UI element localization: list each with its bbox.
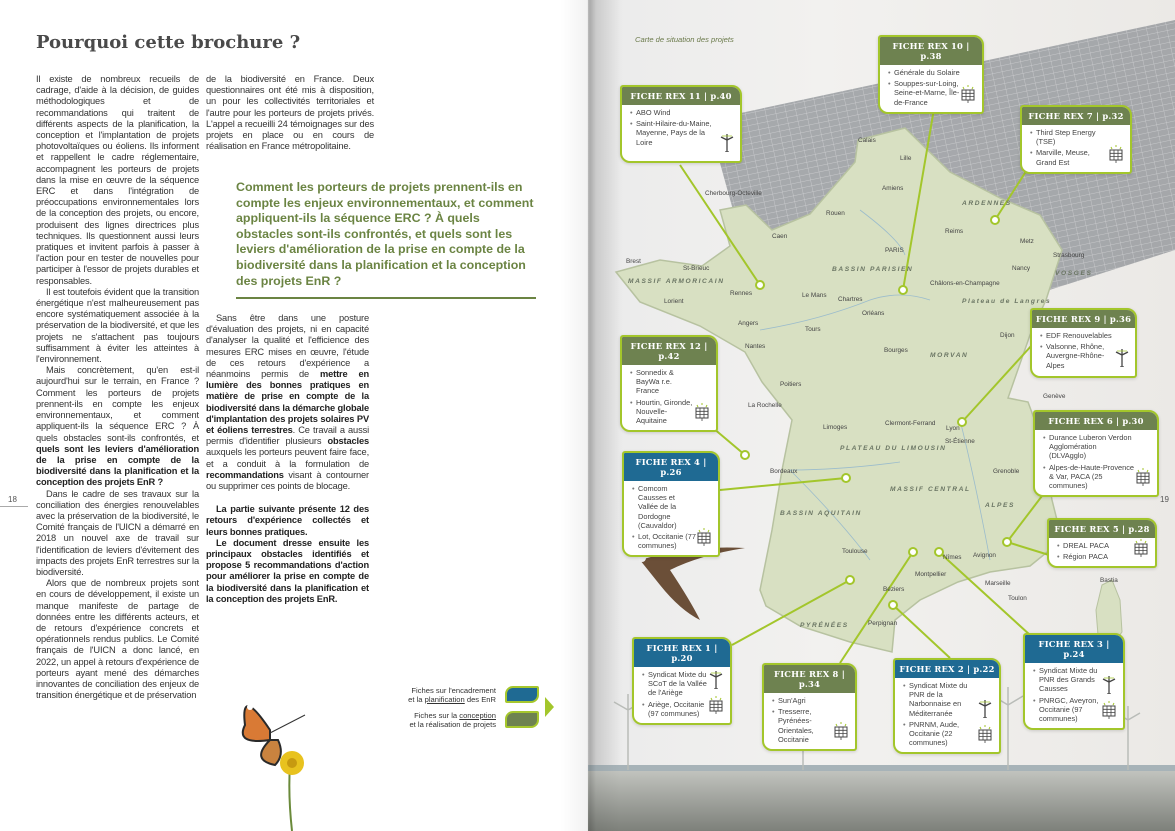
city-label: Lyon (946, 425, 960, 432)
text: Mais concrètement, qu'en est-il aujourd'hui sur le terrain, en France ? Comment les porteurs de projets prennent-ils en compte les enjeux environnementaux, et comment appliquent-ils la séquence ERC ? À quels obstacles sont-ils confrontés, et (36, 365, 199, 443)
city-label: Poitiers (780, 381, 802, 388)
solar-panel-icon (960, 85, 976, 108)
region-label: Plateau de Langres (962, 298, 1052, 305)
card-header: FICHE REX 1 | p.20 (634, 639, 730, 667)
card-header: FICHE REX 5 | p.28 (1049, 520, 1155, 538)
project-card[interactable] (878, 35, 984, 114)
region-label: BASSIN AQUITAIN (780, 510, 862, 517)
page-number-right: 19 (1160, 495, 1169, 504)
card-icons (1101, 676, 1117, 724)
card-item: • Lot, Occitanie (77 communes) (632, 532, 696, 550)
bold-text: obstacles (327, 436, 369, 447)
region-label: ARDENNES (962, 200, 1012, 207)
card-icons (1133, 539, 1149, 562)
card-icons (960, 85, 976, 108)
region-label: PYRÉNÉES (800, 622, 849, 629)
region-label: ALPES (985, 502, 1015, 509)
card-icons (1115, 349, 1129, 372)
city-label: Angers (738, 320, 759, 327)
legend-text: conception (459, 711, 496, 720)
city-label: Toulon (1008, 595, 1027, 602)
solar-panel-icon (694, 403, 710, 426)
city-label: Le Mans (802, 292, 827, 299)
text: auxquels les porteurs peuvent faire face, et a conduit à la formulation de (206, 447, 369, 469)
card-item: • Sonnedix & BayWa r.e. France (630, 368, 694, 396)
region-label: BASSIN PARISIEN (832, 266, 914, 273)
legend-text: Fiches sur la (414, 711, 460, 720)
city-label: La Rochelle (748, 402, 782, 409)
card-item: • DREAL PACA (1057, 541, 1133, 550)
project-card[interactable] (1020, 105, 1132, 174)
card-header: FICHE REX 8 | p.34 (764, 665, 855, 693)
card-item: • Syndicat Mixte du PNR de la Narbonnaise en Méditerranée (903, 681, 977, 718)
legend-text: des EnR (464, 695, 496, 704)
city-label: Lorient (664, 298, 684, 305)
project-card[interactable] (762, 663, 857, 751)
solar-panel-icon (1133, 539, 1149, 562)
wind-turbine-icon (720, 134, 734, 157)
city-label: Rouen (826, 210, 845, 217)
region-label: MASSIF CENTRAL (890, 486, 971, 493)
text: Dans le cadre de ses travaux sur la conciliation des énergies renouvelables avec la préservation de la biodiversité, le Comité français de l'UICN a démarré en 2018 un nouvel axe de travail sur l'identification de leviers d'évitement des impacts des projets EnR terrestres sur la biodiversité. (36, 488, 199, 577)
text: Il est toutefois évident que la transition énergétique n'est malheureusement pas encore systématiquement associée à la préservation de la biodiversité, et que les projets ne s'attachent pas toujours suffisamment à éviter les atteintes à l'environnement. (36, 286, 199, 365)
city-label: Bourges (884, 347, 908, 354)
legend-text: et la (408, 695, 425, 704)
city-label: Nancy (1012, 265, 1031, 272)
city-label: Marseille (985, 580, 1011, 587)
solar-panel-icon (977, 725, 993, 748)
city-label: Dijon (1000, 332, 1015, 339)
card-item: • Hourtin, Gironde, Nouvelle-Aquitaine (630, 398, 694, 426)
card-item: • Comcom Causses et Vallée de la Dordogne (Cauvaldor) (632, 484, 696, 530)
city-label: Cherbourg-Octeville (705, 190, 762, 197)
bold-text: mettre en lumière des bonnes pratiques en matière de prise en compte de la biodiversité dans la démarche globale d'implantation des projets solaires PV et éoliens terrestres (206, 369, 370, 436)
page-title: Pourquoi cette brochure ? (36, 32, 301, 53)
city-label: Nantes (745, 343, 766, 350)
card-item: • Sun'Agri (772, 696, 833, 705)
text: Il existe de nombreux recueils de cadrage, d'aide à la décision, de guides méthodologiques et de recommandations qui traitent de différents aspects de la planification, la conception et l'implantation de projets photovoltaïques ou éoliens. Ils informent et rappellent le cadre réglementaire, accompagnent les porteurs de projets dans la mise en œuvre de la séquence ERC et dans l'intégration de préoccupations environnementales lors de la conception des projets, ou encore, produisent des lignes directrices plus techniques. Ils questionnent aussi leurs pratiques et invitent parfois à passer à l'action pour en tester de nouvelles pour participer à l'essor de projets durables et responsables. (36, 74, 199, 286)
city-label: Rennes (730, 290, 753, 297)
city-label: Avignon (973, 552, 996, 559)
page-number-left: 18 (8, 495, 17, 504)
card-item: • Durance Luberon Verdon Agglomération (DLVAgglo) (1043, 433, 1135, 461)
city-label: Calais (858, 137, 876, 144)
card-header: FICHE REX 11 | p.40 (622, 87, 740, 105)
key-question: Comment les porteurs de projets prennent-ils en compte les enjeux environnementaux, et comment appliquent-ils la séquence ERC ? À quels obstacles sont-ils confrontés, et quels sont les leviers d'amélioration de la prise en compte de la biodiversité dans la planification et la conception des projets EnR ? (236, 180, 536, 299)
city-label: Béziers (883, 586, 905, 593)
solar-panel-icon (708, 696, 724, 719)
region-label: VOSGES (1055, 270, 1093, 277)
city-label: Limoges (823, 424, 848, 431)
wind-turbine-icon (709, 671, 723, 694)
card-icons (833, 722, 849, 745)
city-label: Châlons-en-Champagne (930, 280, 1000, 287)
text: . Ce travail a aussi permis d'identifier plusieurs (206, 425, 369, 447)
text: Sans être dans une posture d'évaluation des projets, ni en capacité d'analyser la qualité et l'efficience des mesures ERC mises en œuvre, l'étude de ces retours d'expérience a néanmoins permis de (206, 313, 369, 380)
solar-panel-icon (1101, 701, 1117, 724)
card-item: • ABO Wind (630, 108, 718, 117)
city-label: Brest (626, 258, 641, 265)
city-label: Lille (900, 155, 912, 162)
solar-panel-icon (1135, 468, 1151, 491)
city-label: Tours (805, 326, 821, 333)
bold-text: Le document dresse ensuite les principaux obstacles identifiés et propose 5 recommandations d'action pour améliorer la prise en compte de la biodiversité dans la planification et la conception des projets EnR. (206, 537, 369, 604)
text: visant à contourner ou supprimer ces points de blocage. (206, 469, 369, 492)
bold-text: La partie suivante présente 12 des retours d'expérience collectés et leurs bonnes pratiques. (206, 504, 369, 537)
card-item: • Marville, Meuse, Grand Est (1030, 148, 1108, 166)
project-card[interactable] (1047, 518, 1157, 568)
wind-turbine-icon (1102, 676, 1116, 699)
project-card[interactable] (620, 335, 718, 432)
card-item: • Tresserre, Pyrénées-Orientales, Occitanie (772, 707, 833, 744)
project-card[interactable] (893, 658, 1001, 754)
city-label: St-Étienne (945, 438, 975, 445)
card-item: • Alpes-de-Haute-Provence & Var, PACA (25 communes) (1043, 463, 1135, 491)
region-label: MASSIF ARMORICAIN (628, 278, 725, 285)
card-item: • Générale du Solaire (888, 68, 960, 77)
card-header: FICHE REX 4 | p.26 (624, 453, 718, 481)
card-icons (708, 671, 724, 719)
project-card[interactable] (622, 451, 720, 557)
city-label: Reims (945, 228, 964, 235)
city-label: Toulouse (842, 548, 868, 555)
legend-text: planification (424, 695, 465, 704)
city-label: Caen (772, 233, 788, 240)
card-header: FICHE REX 3 | p.24 (1025, 635, 1123, 663)
city-label: Montpellier (915, 571, 947, 578)
city-label: Chartres (838, 296, 863, 303)
text: de la biodiversité en France. Deux questionnaires ont été mis à disposition, un pour les collectivités territoriales et l'autre pour les porteurs de projets privés. L'appel a recueilli 24 témoignages sur des projets en place ou en cours de réalisation en France métropolitaine. (206, 74, 374, 152)
city-label: Perpignan (868, 620, 898, 627)
card-icons (977, 700, 993, 748)
city-label: Grenoble (993, 468, 1020, 475)
bold-text: recommandations (206, 469, 284, 480)
solar-panel-icon (833, 722, 849, 745)
card-header: FICHE REX 7 | p.32 (1022, 107, 1130, 125)
card-item: • Ariège, Occitanie (97 communes) (642, 700, 708, 718)
solar-panel-icon (696, 528, 712, 551)
card-item: • Syndicat Mixte du PNR des Grands Causses (1033, 666, 1101, 694)
text: Alors que de nombreux projets sont en cours de développement, il existe un manque manifeste de partage de données entre les différents acteurs, et de retours d'expérience concrets et opérationnels rendus publics. Le Comité français de l'UICN a donc lancé, en 2022, un appel à retours d'expérience de porteurs ayant mené des démarches innovantes de conciliation des enjeux de transition énergétique et de préservation (36, 578, 199, 701)
card-item: • Souppes-sur-Loing, Seine-et-Marne, Île-de-France (888, 79, 960, 107)
card-icons (696, 528, 712, 551)
project-card[interactable] (1023, 633, 1125, 730)
project-card[interactable] (632, 637, 732, 725)
legend-text: Fiches sur l'encadrement (411, 686, 496, 695)
city-label: Bastia (1100, 577, 1118, 584)
city-label: Orléans (862, 310, 885, 317)
city-label: Metz (1020, 238, 1034, 245)
bold-text: quels sont les leviers d'amélioration de la prise en compte de la biodiversité dans la planification et la conception des projets EnR ? (36, 443, 199, 488)
card-header: FICHE REX 6 | p.30 (1035, 412, 1157, 430)
city-label: Bordeaux (770, 468, 798, 475)
card-item: • Saint-Hilaire-du-Maine, Mayenne, Pays de la Loire (630, 119, 718, 147)
card-icons (694, 403, 710, 426)
card-item: • Syndicat Mixte du SCoT de la Vallée de l'Ariège (642, 670, 708, 698)
city-label: PARIS (885, 247, 904, 254)
card-header: FICHE REX 10 | p.38 (880, 37, 982, 65)
city-label: St-Brieuc (683, 265, 710, 272)
city-label: Genève (1043, 393, 1066, 400)
solar-panel-icon (1108, 145, 1124, 168)
card-item: • PNRNM, Aude, Occitanie (22 communes) (903, 720, 977, 748)
city-label: Amiens (882, 185, 904, 192)
card-item: • Valsonne, Rhône, Auvergne-Rhône-Alpes (1040, 342, 1113, 370)
card-icons (1108, 145, 1124, 168)
wind-turbine-icon (978, 700, 992, 723)
map-caption: Carte de situation des projets (635, 35, 734, 44)
city-label: Strasbourg (1053, 252, 1085, 259)
wind-turbine-icon (1115, 349, 1129, 372)
card-icons (720, 134, 734, 157)
city-label: Clermont-Ferrand (885, 420, 936, 427)
project-card[interactable] (1033, 410, 1159, 497)
project-card[interactable] (620, 85, 742, 163)
card-item: • EDF Renouvelables (1040, 331, 1113, 340)
card-header: FICHE REX 2 | p.22 (895, 660, 999, 678)
eagle-illustration (638, 548, 745, 621)
card-item: • PNRGC, Aveyron, Occitanie (97 communes) (1033, 696, 1101, 724)
region-label: MORVAN (930, 352, 969, 359)
card-icons (1135, 468, 1151, 491)
card-header: FICHE REX 12 | p.42 (622, 337, 716, 365)
legend-text: et la réalisation de projets (409, 720, 496, 729)
card-header: FICHE REX 9 | p.36 (1032, 310, 1135, 328)
project-card[interactable] (1030, 308, 1137, 378)
city-label: Nîmes (943, 554, 962, 561)
card-item: • Third Step Energy (TSE) (1030, 128, 1108, 146)
card-item: • Région PACA (1057, 552, 1133, 561)
region-label: PLATEAU DU LIMOUSIN (840, 445, 947, 452)
